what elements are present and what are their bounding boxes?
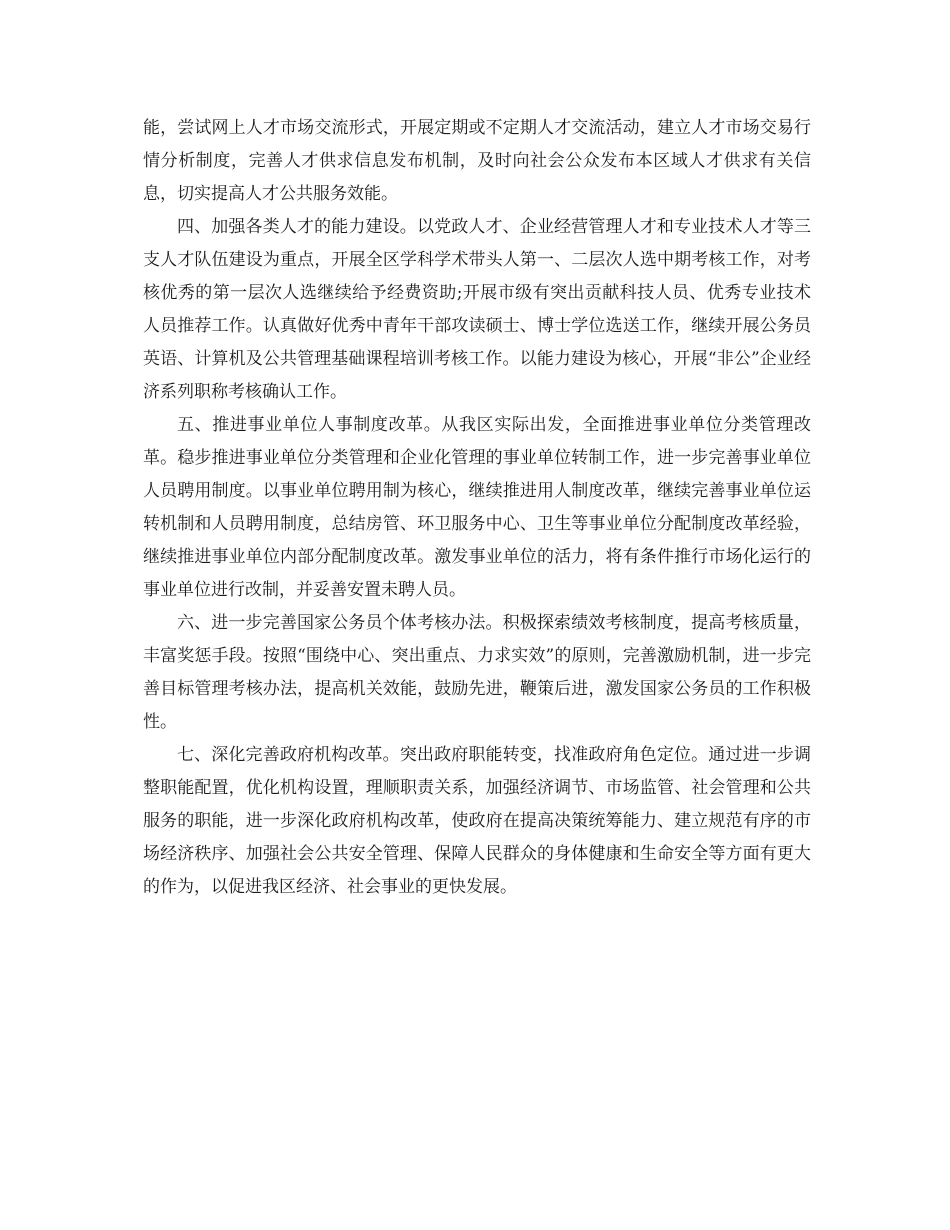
paragraph-talent-capacity: 四、加强各类人才的能力建设。以党政人才、企业经营管理人才和专业技术人才等三支人才队伍建设为重点，开展全区学科学术带头人第一、二层次人选中期考核工作，对考核优秀的第一层次人选继续给予经费资助;开展市级有突出贡献科技人员、优秀专业技术人员推荐工作。认真做好优秀中青年干部攻读硕士、博士学位选送工作，继续开展公务员英语、计算机及公共管理基础课程培训考核工作。以能力建设为核心，开展“非公”企业经济系列职称考核确认工作。: [143, 217, 811, 402]
paragraph-government-reform: 七、深化完善政府机构改革。突出政府职能转变，找准政府角色定位。通过进一步调整职能配置，优化机构设置，理顺职责关系，加强经济调节、市场监管、社会管理和公共服务的职能，进一步深化政府机构改革，使政府在提高决策统筹能力、建立规范有序的市场经济秩序、加强社会公共安全管理、保障人民群众的身体健康和生命安全等方面有更大的作为，以促进我区经济、社会事业的更快发展。: [143, 745, 811, 897]
paragraph-continuation: 能，尝试网上人才市场交流形式，开展定期或不定期人才交流活动，建立人才市场交易行情分析制度，完善人才供求信息发布机制，及时向社会公众发布本区域人才供求有关信息，切实提高人才公共服务效能。: [143, 118, 811, 204]
paragraph-institution-reform: 五、推进事业单位人事制度改革。从我区实际出发，全面推进事业单位分类管理改革。稳步推进事业单位分类管理和企业化管理的事业单位转制工作，进一步完善事业单位人员聘用制度。以事业单位聘用制为核心，继续推进用人制度改革，继续完善事业单位运转机制和人员聘用制度，总结房管、环卫服务中心、卫生等事业单位分配制度改革经验，继续推进事业单位内部分配制度改革。激发事业单位的活力，将有条件推行市场化运行的事业单位进行改制，并妥善安置未聘人员。: [143, 415, 811, 600]
document-page: [143, 112, 811, 904]
paragraph-civil-servant-assessment: 六、进一步完善国家公务员个体考核办法。积极探索绩效考核制度，提高考核质量，丰富奖惩手段。按照“围绕中心、突出重点、力求实效”的原则，完善激励机制，进一步完善目标管理考核办法，提高机关效能，鼓励先进，鞭策后进，激发国家公务员的工作积极性。: [143, 613, 811, 732]
